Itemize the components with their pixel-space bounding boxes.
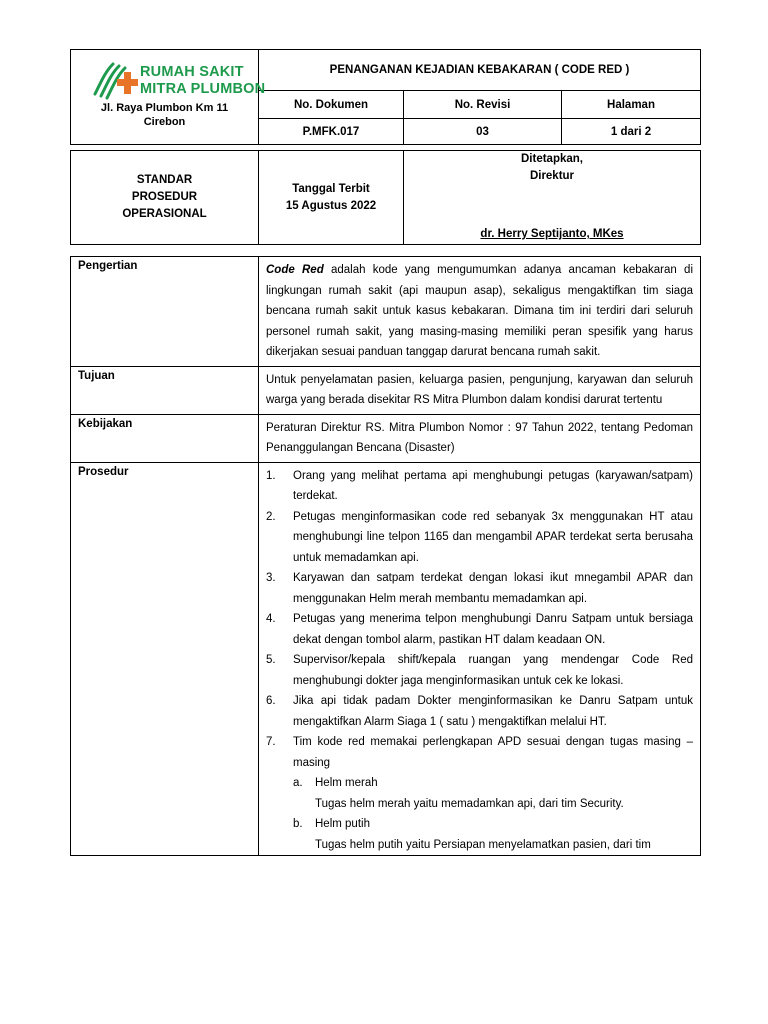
revision-label: No. Revisi bbox=[404, 91, 562, 119]
hospital-logo bbox=[91, 58, 266, 102]
code-red-term: Code Red bbox=[266, 264, 324, 276]
issue-date: 15 Agustus 2022 bbox=[285, 199, 377, 212]
list-item: 5. Supervisor/kepala shift/kepala ruangan yang mendengar Code Red menghubungi dokter jaga menginformasikan untuk cek ke lokasi. bbox=[266, 654, 693, 687]
hospital-address: Jl. Raya Plumbon Km 11 Cirebon bbox=[100, 102, 229, 128]
logo-cell bbox=[71, 50, 266, 145]
director-name: dr. Herry Septijanto, MKes bbox=[480, 228, 624, 240]
kebijakan-cell bbox=[259, 414, 701, 462]
kebijakan-text: Peraturan Direktur RS. Mitra Plumbon Nomor : 97 Tahun 2022, tentang Pedoman Penanggulangan Bencana (Disaster) bbox=[266, 421, 693, 454]
list-item: 3. Karyawan dan satpam terdekat dengan lokasi ikut mnegambil APAR dan menggunakan Helm merah membantu memadamkan api. bbox=[266, 572, 693, 605]
revision-number: 03 bbox=[404, 119, 562, 145]
sub-item-desc: Tugas helm putih yaitu Persiapan menyelamatkan pasien, dari tim bbox=[315, 838, 651, 851]
list-item: 6. Jika api tidak padam Dokter menginformasikan ke Danru Satpam untuk mengaktifkan Alarm Siaga 1 ( satu ) mengaktifkan melalui HT. bbox=[266, 695, 693, 728]
issue-date-label: Tanggal Terbit bbox=[292, 182, 370, 195]
doc-number: P.MFK.017 bbox=[259, 119, 404, 145]
list-item: 1. Orang yang melihat pertama api menghubungi petugas (karyawan/satpam) terdekat. bbox=[266, 469, 693, 502]
logo-line-2: MITRA PLUMBON bbox=[140, 81, 266, 97]
tujuan-label: Tujuan bbox=[71, 366, 259, 414]
list-item: 2. Petugas menginformasikan code red sebanyak 3x menggunakan HT atau menghubungi line telpon 1165 dan mengambil APAR terdekat serta berusaha untuk memadamkan api. bbox=[266, 510, 693, 564]
doc-number-label: No. Dokumen bbox=[259, 91, 404, 119]
sop-content-table bbox=[70, 256, 701, 856]
tujuan-cell bbox=[259, 366, 701, 414]
pengertian-text bbox=[266, 260, 693, 363]
logo-line-1: RUMAH SAKIT bbox=[140, 64, 244, 80]
document-title: PENANGANAN KEJADIAN KEBAKARAN ( CODE RED ) bbox=[259, 50, 701, 91]
prosedur-label: Prosedur bbox=[71, 462, 259, 856]
page-number: 1 dari 2 bbox=[562, 119, 701, 145]
pengertian-label: Pengertian bbox=[71, 257, 259, 367]
sop-approval-table bbox=[70, 150, 701, 245]
sub-item-desc: Tugas helm merah yaitu memadamkan api, dari tim Security. bbox=[315, 797, 624, 810]
approval-cell bbox=[404, 151, 701, 245]
page-label: Halaman bbox=[562, 91, 701, 119]
tujuan-text: Untuk penyelamatan pasien, keluarga pasien, pengunjung, karyawan dan seluruh warga yang berada disekitar RS Mitra Plumbon dalam kondisi darurat tertentu bbox=[266, 373, 693, 406]
kebijakan-label: Kebijakan bbox=[71, 414, 259, 462]
pengertian-cell bbox=[259, 257, 701, 367]
sop-type-text: STANDAR PROSEDUR OPERASIONAL bbox=[122, 174, 207, 220]
sop-type bbox=[71, 151, 259, 245]
approval-line-2: Direktur bbox=[529, 170, 575, 182]
pengertian-body: adalah kode yang mengumumkan adanya ancaman kebakaran di lingkungan rumah sakit (api maupun asap), sekaligus mengaktifkan tim siaga bencana rumah sakit untuk kasus kebakaran. Dimana tim ini terdiri dari seluruh personel rumah sakit, yang masing-masing memiliki peran spesifik yang harus dikerjakan sesuai panduan tanggap darurat bencana rumah sakit. bbox=[266, 264, 693, 358]
sub-item: b. Helm putih bbox=[293, 818, 370, 830]
sop-document bbox=[70, 49, 700, 856]
hospital-cross-logo-icon bbox=[91, 58, 141, 102]
prosedur-steps bbox=[266, 466, 693, 856]
document-header bbox=[70, 49, 701, 145]
issue-date-cell bbox=[259, 151, 404, 245]
list-item: 4. Petugas yang menerima telpon menghubungi Danru Satpam untuk bersiaga dekat dengan tombol alarm, pastikan HT dalam keadaan ON. bbox=[266, 613, 693, 646]
sub-item: a. Helm merah bbox=[293, 777, 378, 789]
approval-line-1: Ditetapkan, bbox=[521, 153, 583, 165]
prosedur-cell bbox=[259, 462, 701, 856]
list-item: 7. Tim kode red memakai perlengkapan APD sesuai dengan tugas masing – masing a. Helm merah Tugas helm merah yaitu memadamkan api, dari tim Security. b. Helm putih Tugas helm putih yaitu Persiapan menyelamatkan pasien, dari tim bbox=[266, 732, 693, 855]
